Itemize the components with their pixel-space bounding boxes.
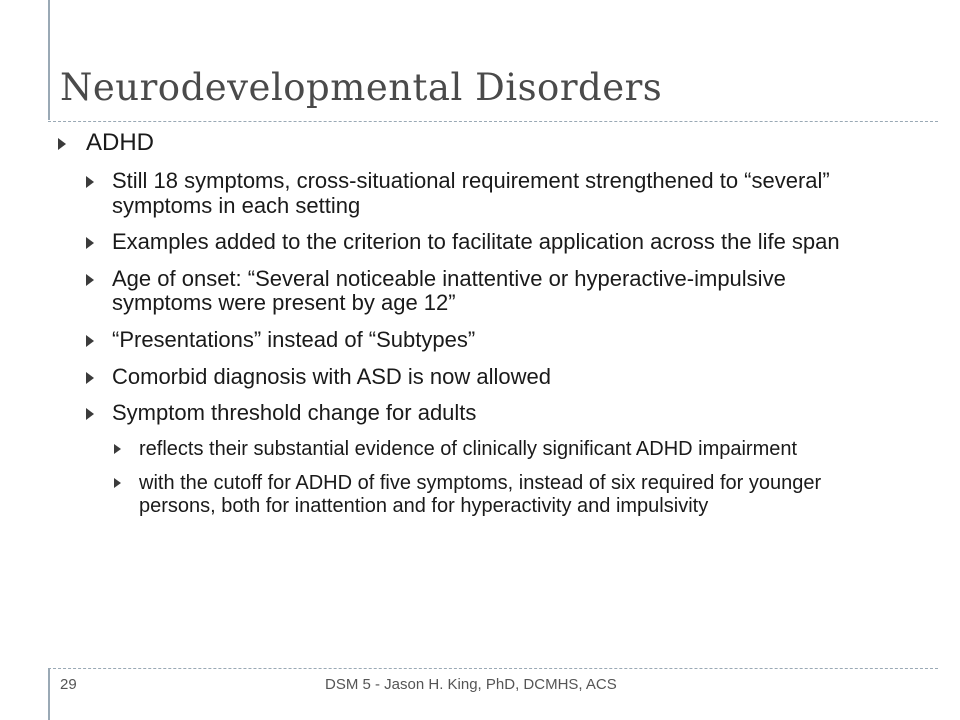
bullet-reflects (114, 438, 888, 460)
triangle-bullet-icon (86, 274, 94, 286)
triangle-bullet-icon (114, 478, 121, 488)
bullet-examples (86, 230, 888, 255)
footer-text: DSM 5 - Jason H. King, PhD, DCMHS, ACS (325, 676, 617, 693)
title-divider (48, 121, 938, 122)
left-accent-bar-bottom (48, 668, 50, 720)
slide-title: Neurodevelopmental Disorders (60, 66, 663, 109)
bullet-text: Examples added to the criterion to facilitate application across the life span (112, 229, 840, 255)
left-accent-bar-top (48, 0, 50, 120)
bullet-comorbid (86, 365, 888, 390)
triangle-bullet-icon (58, 138, 66, 150)
bullet-list (58, 130, 888, 517)
bullet-threshold (86, 401, 888, 426)
bullet-text: Still 18 symptoms, cross-situational requirement strengthened to “several” symptoms in each setting (112, 167, 830, 218)
bullet-age-of-onset (86, 267, 888, 316)
triangle-bullet-icon (86, 176, 94, 188)
footer-divider (48, 668, 938, 669)
bullet-text: “Presentations” instead of “Subtypes” (112, 327, 476, 352)
bullet-cutoff (114, 472, 888, 517)
bullet-text: reflects their substantial evidence of clinically significant ADHD impairment (139, 437, 798, 460)
bullet-text: Symptom threshold change for adults (112, 400, 477, 426)
bullet-adhd (58, 130, 888, 157)
bullet-text: Comorbid diagnosis with ASD is now allowed (112, 363, 551, 389)
bullet-text: with the cutoff for ADHD of five symptoms, instead of six required for younger persons, both for inattention and for hyperactivity and impulsivity (139, 472, 822, 517)
triangle-bullet-icon (114, 444, 121, 454)
bullet-text: ADHD (86, 129, 155, 156)
page-number: 29 (60, 676, 77, 693)
triangle-bullet-icon (86, 408, 94, 420)
bullet-text: Age of onset: “Several noticeable inattentive or hyperactive-impulsive symptoms were present by age 12” (112, 265, 786, 316)
triangle-bullet-icon (86, 237, 94, 249)
triangle-bullet-icon (86, 372, 94, 384)
bullet-presentations (86, 328, 888, 353)
bullet-symptoms (86, 169, 888, 218)
triangle-bullet-icon (86, 335, 94, 347)
